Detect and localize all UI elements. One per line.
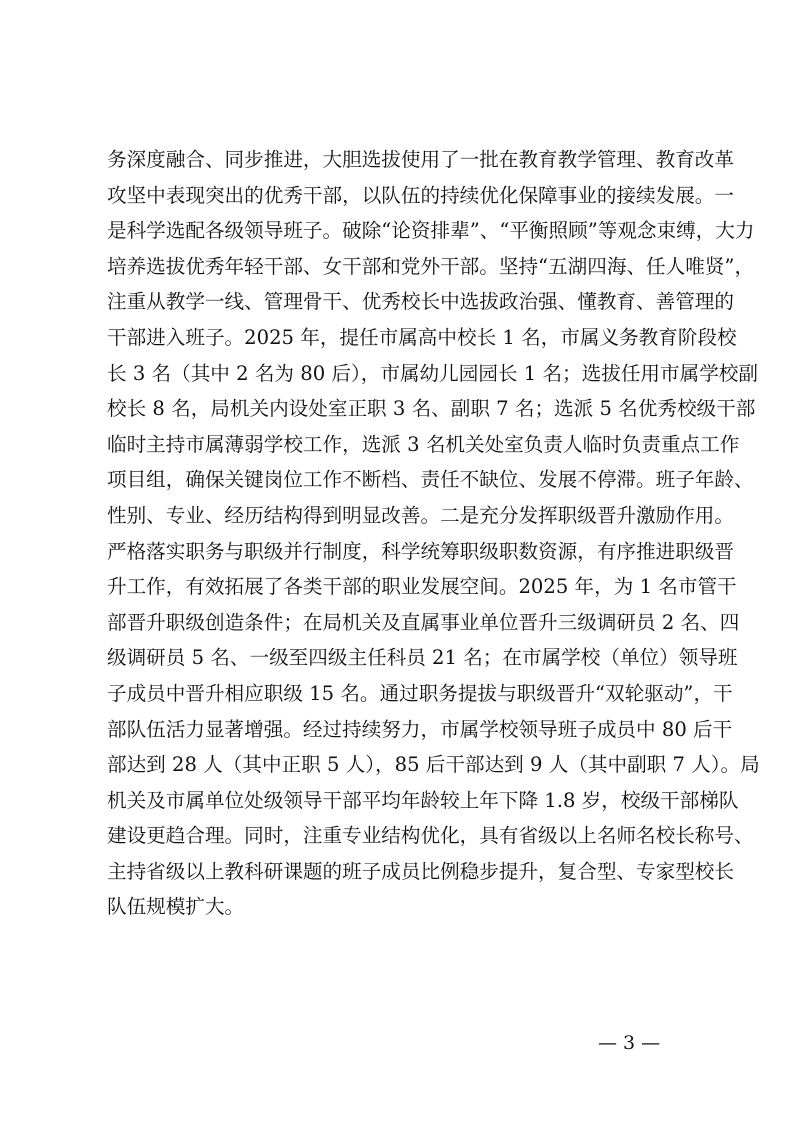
paragraph-line: 培养选拔优秀年轻干部、女干部和党外干部。坚持“五湖四海、任人唯贤”， <box>107 254 755 278</box>
paragraph-line: 干部进入班子。2025 年，提任市属高中校长 1 名，市属义务教育阶段校 <box>107 325 737 349</box>
body-paragraph <box>107 142 760 925</box>
paragraph-line: 长 3 名（其中 2 名为 80 后），市属幼儿园园长 1 名；选拔任用市属学校副 <box>107 361 758 385</box>
paragraph-line: 部晋升职级创造条件；在局机关及直属事业单位晋升三级调研员 2 名、四 <box>107 610 740 634</box>
paragraph-line: 务深度融合、同步推进，大胆选拔使用了一批在教育教学管理、教育改革 <box>107 148 734 171</box>
paragraph-line: 注重从教学一线、管理骨干、优秀校长中选拔政治强、懂教育、善管理的 <box>107 290 734 314</box>
paragraph-line: 子成员中晋升相应职级 15 名。通过职务提拔与职级晋升“双轮驱动”，干 <box>107 681 733 705</box>
paragraph-line: 校长 8 名，局机关内设处室正职 3 名、副职 7 名；选派 5 名优秀校级干部 <box>107 397 756 421</box>
paragraph-line: 性别、专业、经历结构得到明显改善。二是充分发挥职级晋升激励作用。 <box>107 503 734 527</box>
paragraph-line: 严格落实职务与职级并行制度，科学统筹职级职数资源，有序推进职级晋 <box>107 539 734 563</box>
paragraph-line: 临时主持市属薄弱学校工作，选派 3 名机关处室负责人临时负责重点工作 <box>107 432 740 456</box>
paragraph-line: 项目组，确保关键岗位工作不断档、责任不缺位、发展不停滞。班子年龄、 <box>107 468 754 492</box>
paragraph-line: 级调研员 5 名、一级至四级主任科员 21 名；在市属学校（单位）领导班 <box>107 646 738 670</box>
paragraph-line: 升工作，有效拓展了各类干部的职业发展空间。2025 年，为 1 名市管干 <box>107 575 737 599</box>
paragraph-line: 主持省级以上教科研课题的班子成员比例稳步提升，复合型、专家型校长 <box>107 859 734 883</box>
page-number: — 3 — <box>598 1032 661 1054</box>
paragraph-line: 建设更趋合理。同时，注重专业结构优化，具有省级以上名师名校长称号、 <box>107 824 754 848</box>
paragraph-line: 部达到 28 人（其中正职 5 人），85 后干部达到 9 人（其中副职 7 人）。局 <box>107 753 760 777</box>
paragraph-line: 队伍规模扩大。 <box>107 895 245 919</box>
paragraph-line: 攻坚中表现突出的优秀干部，以队伍的持续优化保障事业的接续发展。一 <box>107 183 734 207</box>
paragraph-line: 是科学选配各级领导班子。破除“论资排辈”、“平衡照顾”等观念束缚，大力 <box>107 219 755 243</box>
paragraph-line: 机关及市属单位处级领导干部平均年龄较上年下降 1.8 岁，校级干部梯队 <box>107 788 739 812</box>
paragraph-line: 部队伍活力显著增强。经过持续努力，市属学校领导班子成员中 80 后干 <box>107 717 733 741</box>
